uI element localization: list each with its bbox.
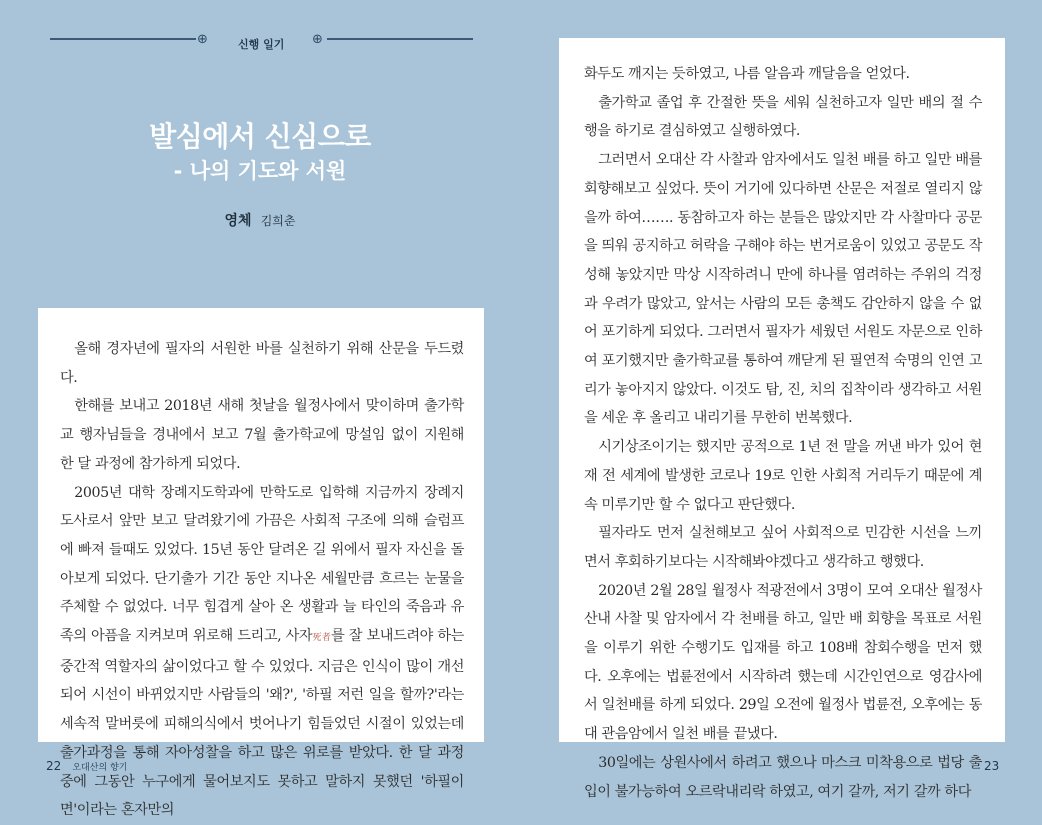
article-subtitle: - 나의 기도와 서원 xyxy=(173,159,347,183)
paragraph-text: 30일에는 상원사에서 하려고 했으나 마스크 미착용으로 법당 출입이 불가능하여 오르락내리락 하였고, 여기 갈까, 저기 갈까 하다 xyxy=(584,754,982,800)
paragraph-text: 2005년 대학 장례지도학과에 만학도로 입학해 지금까지 장례지도사로서 앞만 보고 달려왔기에 가끔은 사회적 구조에 의해 슬럼프에 빠져 들때도 있었다. 15년 동안 달려온 길 위에서 필자 자신을 돌아보게 되었다. 단기출가 기간 동안 지나온 세월만큼 흐르는 눈물을 주체할 수 없었다. 너무 힘겹게 살아 온 생활과 늘 타인의 죽음과 유족의 아픔을 지켜보며 위로해 드리고, 사자 xyxy=(60,484,464,645)
author-name: 김희춘 xyxy=(260,214,296,228)
author-pen-name: 영체 xyxy=(224,213,252,229)
paragraph-text: 2020년 2월 28일 월정사 적광전에서 3명이 모여 오대산 월정사 산내 사찰 및 암자에서 각 천배를 하고, 일만 배 회향을 목표로 서원을 이루기 위한 수행기도 입재를 하고 108배 참회수행을 먼저 했다. 오후에는 법륜전에서 시작하려 했는데 시간인연으로 영감사에서 일천배를 하게 되었다. 29일 오전에 월정사 법륜전, 오후에는 동대 관음암에서 일천 배를 끝냈다. xyxy=(584,582,982,743)
article-title: 발심에서 신심으로 xyxy=(149,120,371,153)
left-body-text xyxy=(60,335,464,825)
paragraph xyxy=(584,60,982,89)
footer-left xyxy=(46,755,127,774)
paragraph-text: 필자라도 먼저 실천해보고 싶어 사회적으로 민감한 시선을 느끼면서 후회하기보다는 시작해봐야겠다고 생각하고 행했다. xyxy=(584,525,982,570)
hanja-annotation: 死者 xyxy=(312,633,332,644)
paragraph xyxy=(584,89,982,146)
paragraph xyxy=(584,577,982,749)
section-label: 신행 일기 xyxy=(238,38,285,51)
paragraph-text: 출가학교 졸업 후 간절한 뜻을 세워 실천하고자 일만 배의 절 수행을 하기로 결심하였고 실행하였다. xyxy=(584,94,982,140)
right-page-number: 23 xyxy=(984,759,1000,773)
paragraph-text: 그러면서 오대산 각 사찰과 암자에서도 일천 배를 하고 일만 배를 회향해보고 싶었다. 뜻이 거기에 있다하면 산문은 저절로 열리지 않을까 하여……. 동참하고자 하는 분들은 많았지만 각 사찰마다 공문을 띄워 공지하고 허락을 구해야 하는 번거로움이 있었고 공문도 작성해 놓았지만 막상 시작하려니 만에 하나를 염려하는 주위의 걱정과 우려가 많았고, 앞서는 사람의 모든 총책도 감안하지 않을 수 없어 포기하게 되었다. 그러면서 필자가 세웠던 서원도 자문으로 인하여 포기했지만 출가학교를 통하여 깨닫게 된 필연적 숙명의 인연 고리가 놓아지지 않았다. 이것도 탐, 진, 치의 집착이라 생각하고 서원을 세운 후 올리고 내리기를 무한히 번복했다. xyxy=(584,152,982,427)
magazine-name: 오대산의 향기 xyxy=(72,763,128,773)
paragraph-text: 한해를 보내고 2018년 새해 첫날을 월정사에서 맞이하며 출가학교 행자님들을 경내에서 보고 7월 출가학교에 망설임 없이 지원해 한 달 과정에 참가하게 되었다. xyxy=(60,398,464,472)
paragraph xyxy=(584,749,982,806)
paragraph-text: 시기상조이기는 했지만 공적으로 1년 전 말을 꺼낸 바가 있어 현재 전 세계에 발생한 코로나 19로 인한 사회적 거리두기 때문에 계속 미루기만 할 수 없다고 판단했다. xyxy=(584,439,982,513)
paragraph xyxy=(60,392,464,478)
paragraph-text: 올해 경자년에 필자의 서원한 바를 실천하기 위해 산문을 두드렸다. xyxy=(60,341,464,386)
paragraph xyxy=(60,335,464,392)
paragraph xyxy=(584,519,982,576)
paragraph-text: 를 잘 보내드려야 하는 중간적 역할자의 삶이었다고 할 수 있었다. 지금은 인식이 많이 개선되어 시선이 바뀌었지만 사람들의 '왜?', '하필 저런 일을 할까?'라는 세속적 말버릇에 피해의식에서 벗어나기 힘들었던 시절이 있었는데 출가과정을 통해 자아성찰을 하고 많은 위로를 받았다. 한 달 과정 중에 그동안 누구에게 물어보지도 못하고 말하지 못했던 '하필이면'이라는 혼자만의 xyxy=(60,628,464,819)
paragraph-text: 화두도 깨지는 듯하였고, 나름 알음과 깨달음을 얻었다. xyxy=(584,66,910,82)
footer-right xyxy=(984,755,999,774)
header-ornament-left-icon: ⊕ xyxy=(197,32,208,47)
left-page-number: 22 xyxy=(46,759,62,773)
header-rule-left xyxy=(50,38,196,40)
header-rule-right xyxy=(327,38,473,40)
paragraph xyxy=(584,146,982,433)
paragraph xyxy=(584,433,982,519)
right-body-text xyxy=(584,60,982,806)
header-ornament-right-icon: ⊕ xyxy=(312,32,323,47)
byline xyxy=(0,210,520,230)
